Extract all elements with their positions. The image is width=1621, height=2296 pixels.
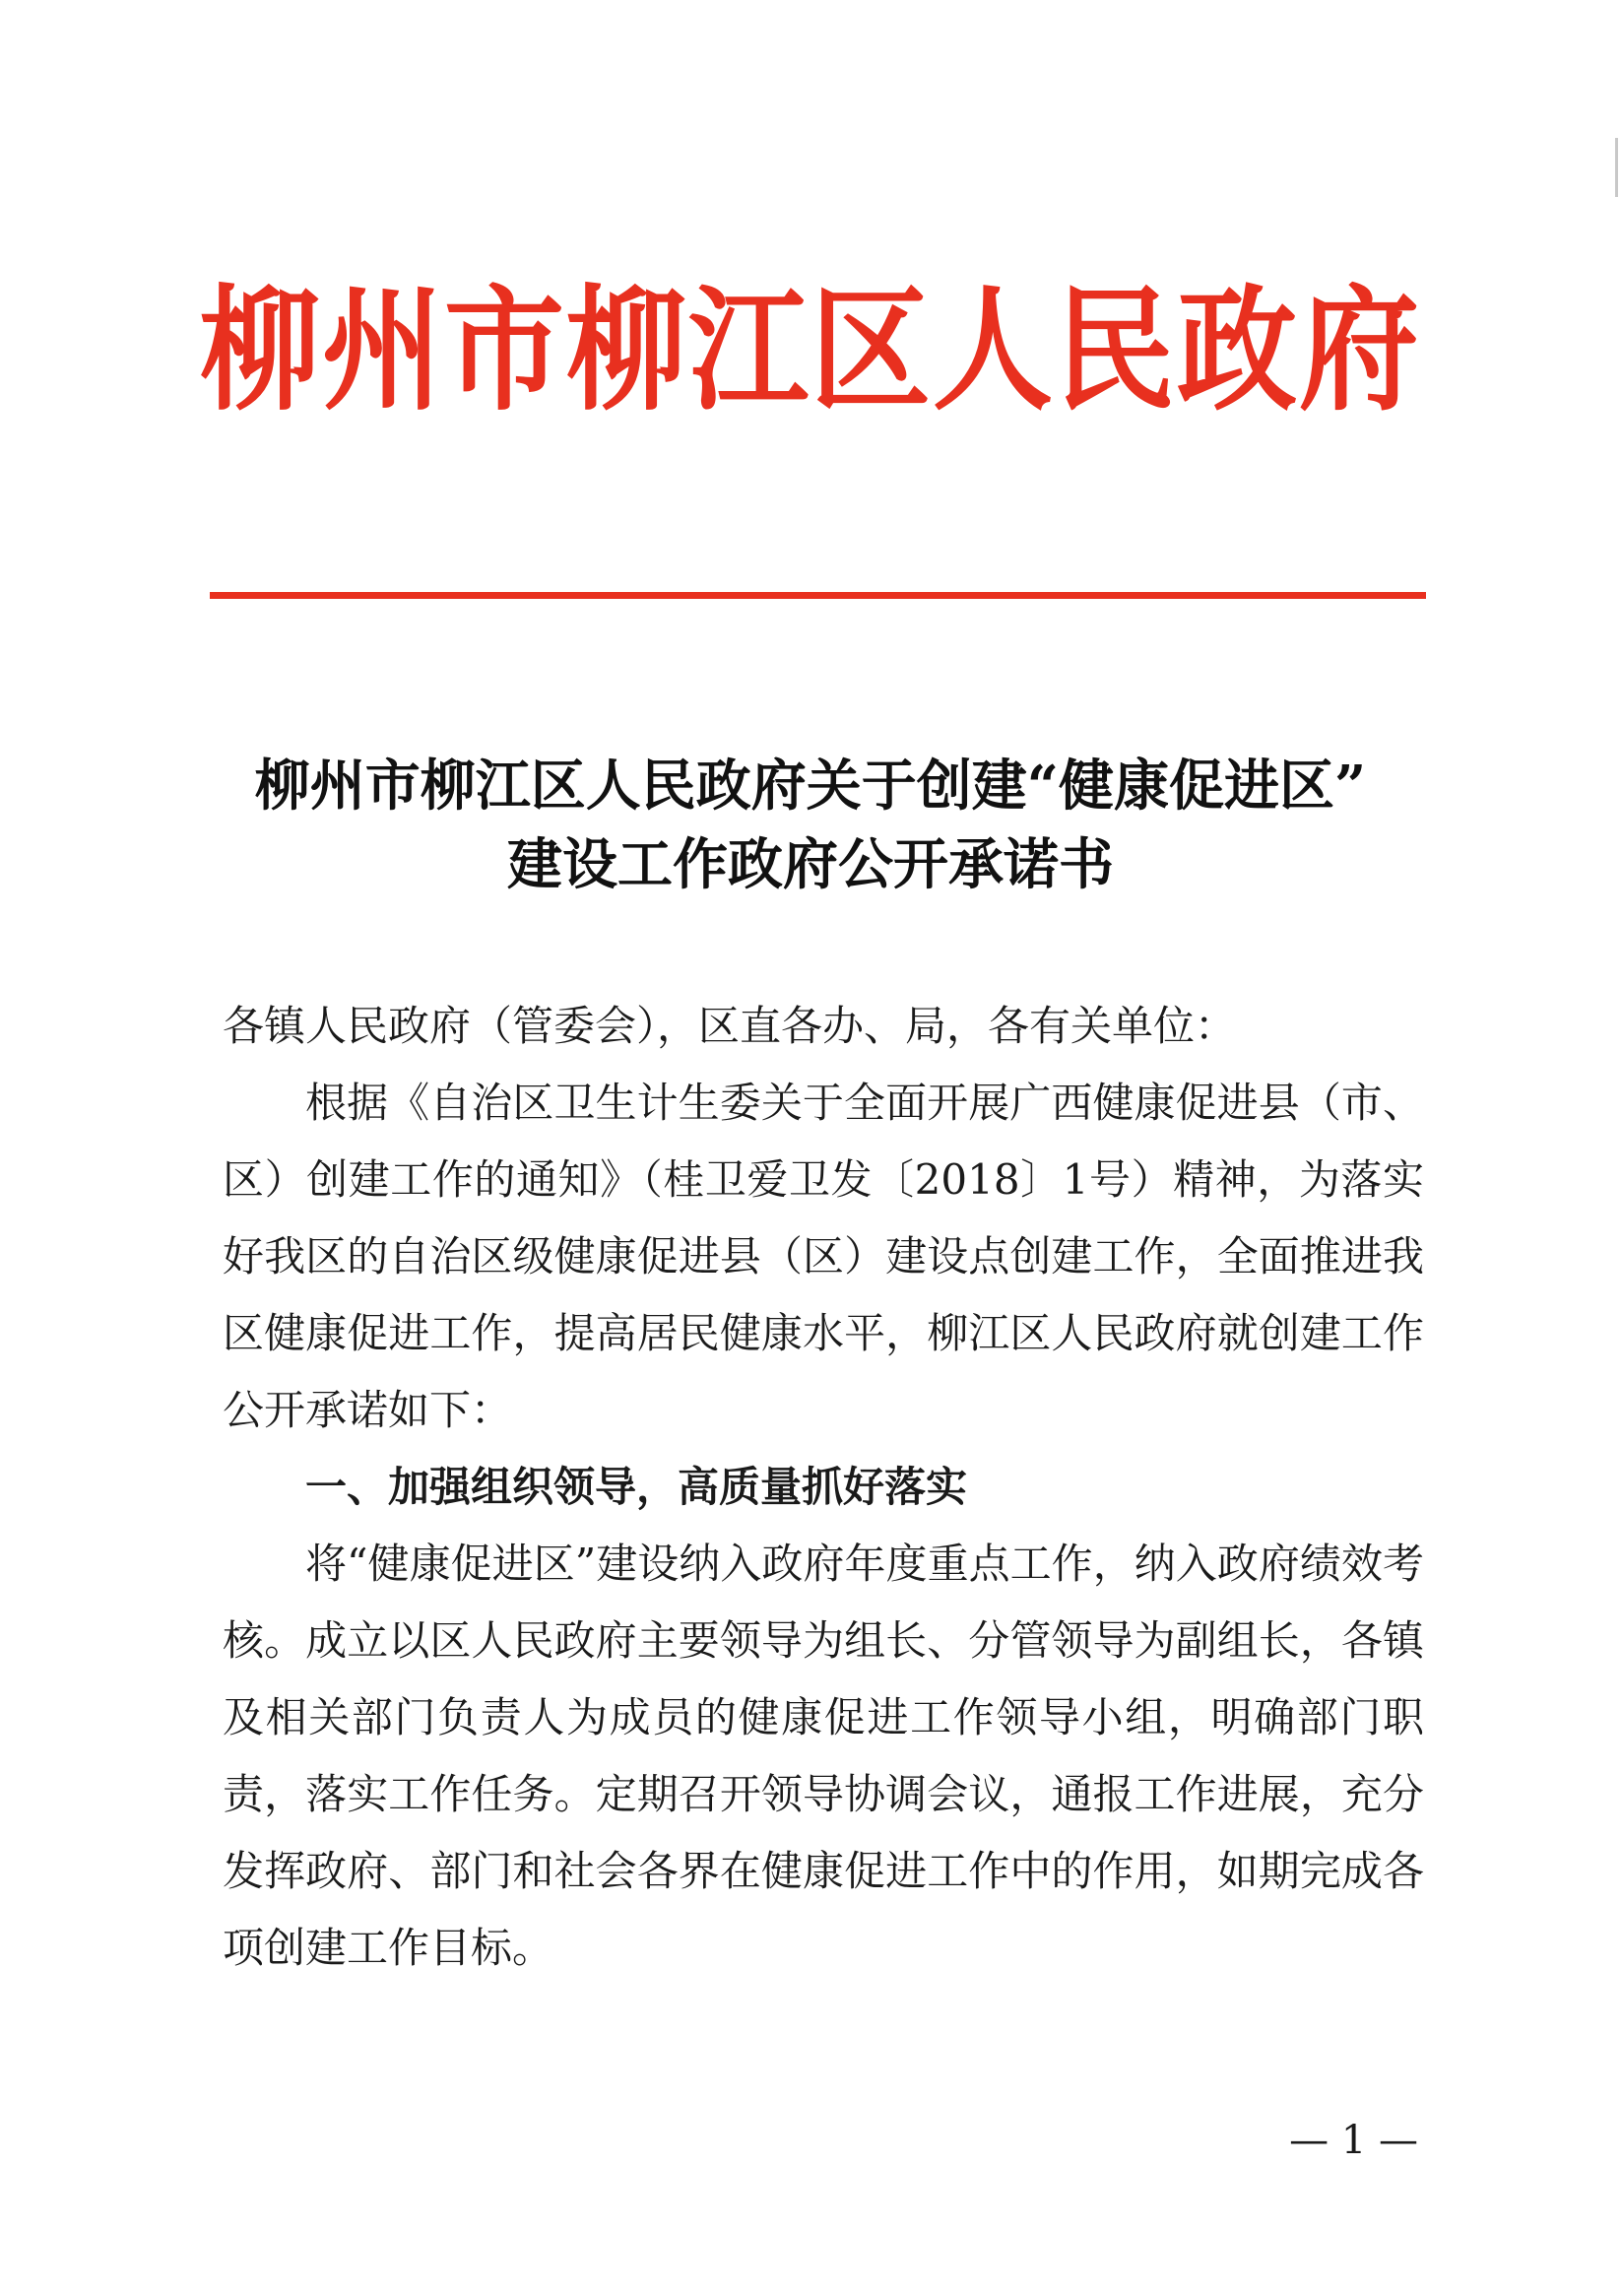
document-body — [223, 988, 1424, 1987]
document-title-line-2: 建设工作政府公开承诺书 — [507, 832, 1114, 897]
paragraph-section-1: 将“健康促进区”建设纳入政府年度重点工作，纳入政府绩效考核。成立以区人民政府主要领导为组长、分管领导为副组长，各镇及相关部门负责人为成员的健康促进工作领导小组，明确部门职责，落实工作任务。定期召开领导协调会议，通报工作进展，充分发挥政府、部门和社会各界在健康促进工作中的作用，如期完成各项创建工作目标。 — [223, 1540, 1424, 1972]
page-number: — 1 — — [1289, 2118, 1418, 2163]
red-separator-line — [210, 592, 1426, 599]
paragraph-intro: 根据《自治区卫生计生委关于全面开展广西健康促进县（市、区）创建工作的通知》（桂卫爱卫发〔2018〕1号）精神，为落实好我区的自治区级健康促进县（区）建设点创建工作，全面推进我区健康促进工作，提高居民健康水平，柳江区人民政府就创建工作公开承诺如下： — [223, 1079, 1424, 1434]
section-heading-1: 一、加强组织领导，高质量抓好落实 — [305, 1463, 968, 1511]
addressee-line: 各镇人民政府（管委会），区直各办、局，各有关单位： — [223, 1002, 1237, 1050]
document-title — [197, 747, 1424, 904]
masthead-title: 柳州市柳江区人民政府 — [200, 270, 1421, 429]
scan-edge-mark — [1615, 138, 1618, 197]
document-title-line-1: 柳州市柳江区人民政府关于创建“健康促进区” — [254, 754, 1367, 819]
